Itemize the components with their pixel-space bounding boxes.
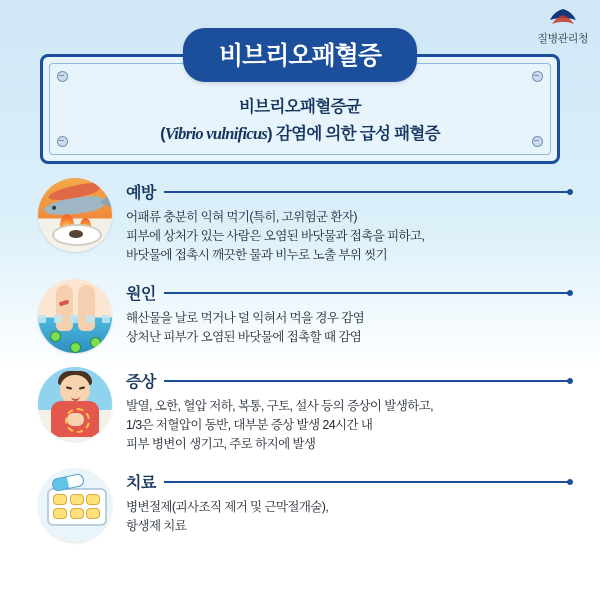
section-line: 항생제 치료 bbox=[126, 519, 187, 533]
header-rule bbox=[164, 481, 572, 483]
section-line: 병변절제(괴사조직 제거 및 근막절개술), bbox=[126, 500, 329, 514]
section-header bbox=[126, 369, 572, 392]
section-line: 발열, 오한, 혈압 저하, 복통, 구토, 설사 등의 증상이 발생하고, bbox=[126, 399, 434, 413]
section-body bbox=[126, 279, 572, 347]
legs-in-seawater-icon bbox=[38, 279, 112, 353]
header-rule bbox=[164, 380, 572, 382]
section-cause bbox=[0, 279, 600, 353]
board-line-1: 비브리오패혈증균 bbox=[239, 98, 361, 116]
section-line: 1/3은 저혈압이 동반, 대부분 증상 발생 24시간 내 bbox=[126, 418, 373, 432]
section-lines bbox=[126, 397, 572, 454]
section-lines bbox=[126, 498, 572, 536]
board-line-2-suffix: ) 감염에 의한 급성 패혈증 bbox=[267, 124, 440, 143]
grilled-fish-icon bbox=[38, 178, 112, 252]
board-line-2-prefix: ( bbox=[160, 124, 165, 143]
sick-person-icon bbox=[38, 367, 112, 441]
section-lines bbox=[126, 208, 572, 265]
section-symptom bbox=[0, 367, 600, 454]
scientific-name: Vibrio vulnificus bbox=[164, 123, 268, 143]
section-label: 원인 bbox=[126, 286, 156, 303]
section-header bbox=[126, 470, 572, 493]
section-header bbox=[126, 281, 572, 304]
board-line-2 bbox=[43, 121, 557, 148]
section-treatment bbox=[0, 468, 600, 542]
header-rule bbox=[164, 292, 572, 294]
page-title: 비브리오패혈증 bbox=[183, 28, 417, 82]
section-line: 상처난 피부가 오염된 바닷물에 접촉할 때 감염 bbox=[126, 330, 362, 344]
section-line: 어패류 충분히 익혀 먹기(특히, 고위험군 환자) bbox=[126, 210, 357, 224]
section-line: 피부 병변이 생기고, 주로 하지에 발생 bbox=[126, 437, 316, 451]
board-text bbox=[43, 95, 557, 147]
section-body bbox=[126, 468, 572, 536]
agency-label: 질병관리청 bbox=[537, 33, 588, 45]
section-list bbox=[0, 178, 600, 556]
section-line: 해산물을 날로 먹거나 덜 익혀서 먹을 경우 감염 bbox=[126, 311, 365, 325]
agency-logo bbox=[537, 6, 588, 46]
section-label: 치료 bbox=[126, 475, 156, 492]
section-line: 피부에 상처가 있는 사람은 오염된 바닷물과 접촉을 피하고, bbox=[126, 229, 425, 243]
section-body bbox=[126, 178, 572, 265]
screw-icon bbox=[532, 71, 543, 82]
screw-icon bbox=[57, 71, 68, 82]
section-lines bbox=[126, 309, 572, 347]
korea-government-emblem-icon bbox=[546, 6, 580, 28]
section-line: 바닷물에 접촉시 깨끗한 물과 비누로 노출 부위 씻기 bbox=[126, 248, 388, 262]
pills-icon bbox=[38, 468, 112, 542]
section-header bbox=[126, 180, 572, 203]
header-rule bbox=[164, 191, 572, 193]
section-label: 증상 bbox=[126, 374, 156, 391]
section-prevention bbox=[0, 178, 600, 265]
section-body bbox=[126, 367, 572, 454]
section-label: 예방 bbox=[126, 185, 156, 202]
